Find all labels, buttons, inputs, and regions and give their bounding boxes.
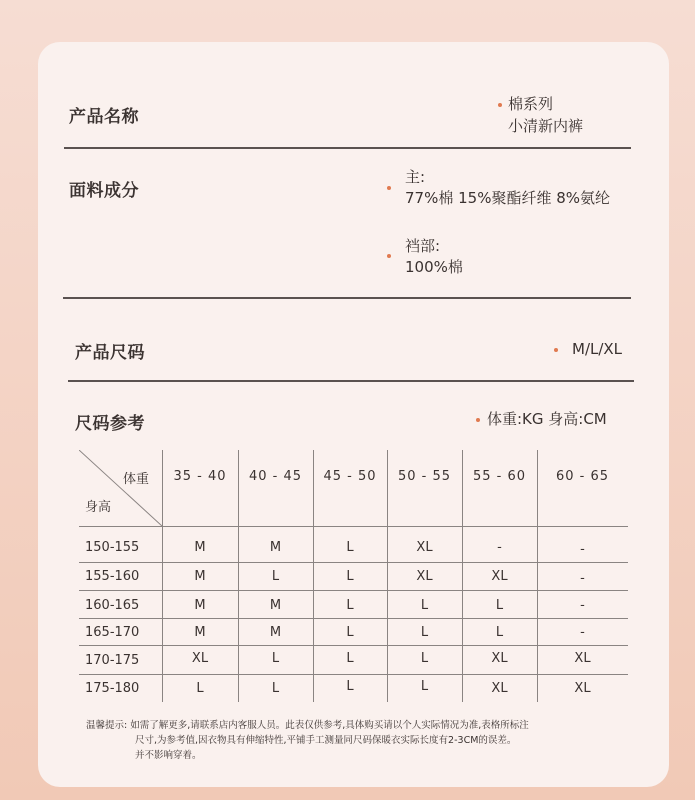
note-line-3: 并不影响穿着。 [135, 750, 202, 761]
weight-col-header: 45 - 50 [323, 469, 377, 484]
weight-col-header: 35 - 40 [173, 469, 227, 484]
size-cell: L [196, 681, 204, 696]
size-cell: L [420, 651, 429, 666]
size-cell: M [269, 598, 282, 613]
size-chart-table [79, 450, 628, 702]
fabric-title: 面料成分 [69, 181, 139, 201]
size-cell: XL [191, 651, 209, 666]
size-cell: XL [416, 540, 433, 555]
size-cell: XL [574, 681, 591, 696]
size-cell: XL [491, 651, 508, 666]
size-cell: M [194, 540, 206, 555]
divider [64, 147, 631, 149]
corner-weight-label: 体重 [123, 472, 150, 487]
size-cell: L [346, 651, 354, 666]
weight-col-header: 40 - 45 [248, 469, 303, 484]
weight-col-header: 60 - 65 [555, 469, 610, 484]
table-hline [79, 562, 628, 563]
size-cell: L [420, 598, 429, 613]
size-cell: L [346, 540, 354, 555]
fabric-main-value: 77%棉 15%聚酯纤维 8%氨纶 [405, 189, 611, 207]
height-label: 170-175 [85, 653, 140, 668]
size-cell: L [346, 679, 354, 694]
size-cell: L [271, 569, 280, 584]
height-label: 165-170 [85, 625, 140, 640]
weight-col-header: 50 - 55 [397, 469, 452, 484]
table-hline [79, 526, 628, 527]
bullet-dot [476, 418, 480, 422]
table-hline [79, 618, 628, 619]
size-cell: XL [416, 569, 433, 584]
bullet-dot [498, 103, 502, 107]
size-ref-unit-note: 体重:KG 身高:CM [487, 410, 607, 428]
size-cell: L [495, 625, 504, 640]
table-hline [79, 645, 628, 646]
size-cell: L [346, 598, 354, 613]
table-hline [79, 674, 628, 675]
size-cell: - [580, 625, 585, 640]
size-cell: - [580, 571, 585, 586]
size-cell: M [269, 625, 282, 640]
size-cell: XL [491, 681, 508, 696]
divider [63, 297, 631, 299]
size-cell: M [194, 598, 206, 613]
product-name-line-2: 小清新内裤 [508, 117, 584, 135]
table-hline [79, 590, 628, 591]
height-label: 155-160 [85, 569, 140, 584]
care-note [86, 718, 616, 763]
size-cell: - [580, 598, 585, 613]
corner-height-label: 身高 [85, 500, 112, 515]
product-name-line-1: 棉系列 [508, 95, 554, 113]
size-cell: L [420, 625, 429, 640]
size-cell: M [269, 540, 282, 555]
bullet-dot [387, 254, 391, 258]
size-cell: M [194, 625, 206, 640]
size-title: 产品尺码 [75, 343, 145, 363]
divider [68, 380, 634, 382]
size-value: M/L/XL [572, 340, 623, 358]
fabric-crotch-value: 100%棉 [405, 258, 463, 276]
height-label: 175-180 [85, 681, 140, 696]
fabric-main-label: 主: [405, 168, 426, 186]
height-label: 150-155 [85, 540, 140, 555]
fabric-crotch-label: 裆部: [405, 237, 441, 255]
height-label: 160-165 [85, 598, 140, 613]
bullet-dot [554, 348, 558, 352]
size-cell: XL [491, 569, 508, 584]
note-line-1: 温馨提示: 如需了解更多,请联系店内客服人员。此表仅供参考,具体购买请以个人实际情况为准,表格所标注 [86, 720, 529, 731]
size-cell: L [346, 625, 354, 640]
size-ref-title: 尺码参考 [75, 414, 145, 434]
size-cell: - [580, 542, 585, 557]
size-cell: - [497, 540, 502, 555]
size-cell: L [495, 598, 504, 613]
bullet-dot [387, 186, 391, 190]
size-cell: L [271, 651, 280, 666]
size-cell: M [194, 569, 206, 584]
weight-col-header: 55 - 60 [472, 469, 527, 484]
size-cell: XL [574, 651, 591, 666]
note-line-2: 尺寸,为参考值,因衣物具有伸缩特性,平铺手工测量同尺码保暖衣实际长度有2-3CM的误差。 [135, 735, 517, 746]
size-cell: L [271, 681, 280, 696]
product-name-title: 产品名称 [69, 107, 139, 127]
size-cell: L [420, 679, 429, 694]
size-cell: L [346, 569, 354, 584]
